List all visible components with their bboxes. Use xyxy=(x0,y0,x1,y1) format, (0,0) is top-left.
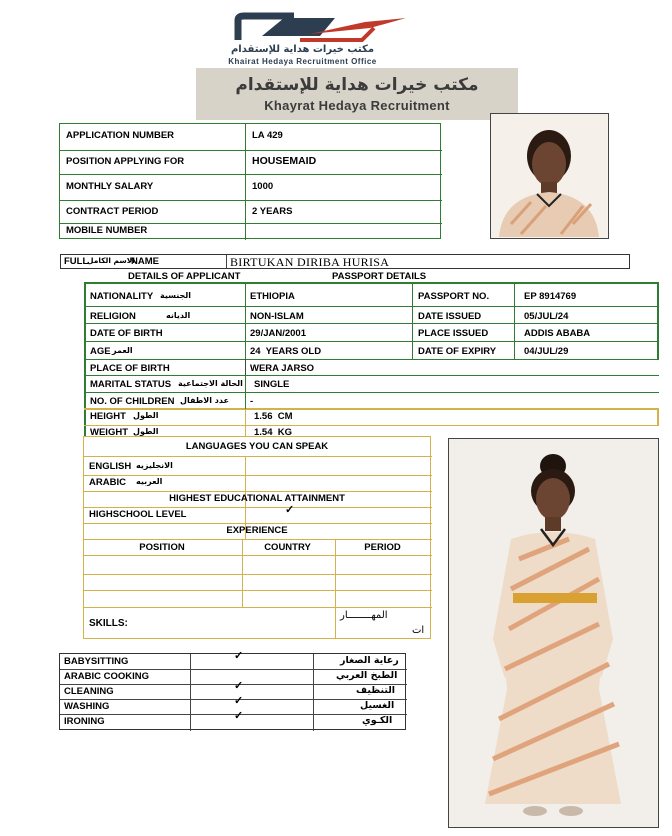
skill-washing-arabic: الغسيل xyxy=(360,700,395,711)
pob-value: WERA JARSO xyxy=(250,363,315,374)
age-value: 24 YEARS OLD xyxy=(250,346,322,357)
passport-no-label: PASSPORT NO. xyxy=(418,291,490,302)
place-issued-label: PLACE ISSUED xyxy=(418,328,489,339)
expiry-value: 04/JUL/29 xyxy=(524,346,569,357)
position-label: POSITION APPLYING FOR xyxy=(66,156,185,167)
weight-label: WEIGHT xyxy=(90,427,128,438)
height-value: 1.56 CM xyxy=(254,411,293,422)
details-table xyxy=(84,282,659,436)
skill-cooking-label: ARABIC COOKING xyxy=(64,671,149,682)
mobile-label: MOBILE NUMBER xyxy=(66,225,148,236)
children-arabic: عدد الاطفال xyxy=(180,396,229,405)
marital-value: SINGLE xyxy=(254,379,290,390)
applicant-details-header: DETAILS OF APPLICANT xyxy=(128,271,241,282)
banner xyxy=(196,68,518,120)
experience-col-position: POSITION xyxy=(139,542,185,553)
english-arabic: الانجليزيه xyxy=(136,461,173,470)
passport-details-header: PASSPORT DETAILS xyxy=(332,271,427,282)
logo-english-text: Khairat Hedaya Recruitment Office xyxy=(228,57,377,66)
salary-value: 1000 xyxy=(252,181,274,192)
skill-cleaning-arabic: التنظيف xyxy=(356,685,396,696)
portrait-figure-icon xyxy=(491,114,607,237)
banner-arabic-text: مكتب خيرات هداية للإستقدام xyxy=(235,75,479,95)
contract-label: CONTRACT PERIOD xyxy=(66,206,159,217)
skills-label: SKILLS: xyxy=(89,618,128,629)
logo-mark-icon xyxy=(160,6,445,46)
application-number-value: LA 429 xyxy=(252,130,283,141)
languages-title: LANGUAGES YOU CAN SPEAK xyxy=(185,441,329,452)
religion-label: RELIGION xyxy=(90,311,136,322)
experience-title: EXPERIENCE xyxy=(226,525,288,536)
portrait-photo xyxy=(490,113,609,239)
education-checkmark-icon: ✓ xyxy=(285,504,295,516)
skill-babysitting-label: BABYSITTING xyxy=(64,656,129,667)
skill-ironing-label: IRONING xyxy=(64,716,105,727)
height-arabic: الطول xyxy=(133,411,159,420)
arabic-label: ARABIC xyxy=(89,477,126,488)
name-value: BIRTUKAN DIRIBA HURISA xyxy=(230,255,390,269)
religion-value: NON-ISLAM xyxy=(250,311,304,322)
skill-washing-label: WASHING xyxy=(64,701,110,712)
skill-babysitting-checkmark-icon: ✓ xyxy=(234,650,244,662)
skills-arabic-line2: ات xyxy=(412,625,425,636)
english-label: ENGLISH xyxy=(89,461,132,472)
contract-value: 2 YEARS xyxy=(252,206,293,217)
skill-ironing-checkmark-icon: ✓ xyxy=(234,710,244,722)
weight-arabic: الطول xyxy=(133,427,159,436)
religion-arabic: الديانه xyxy=(166,311,191,320)
dob-value: 29/JAN/2001 xyxy=(250,328,306,339)
skill-cleaning-checkmark-icon: ✓ xyxy=(234,680,244,692)
marital-arabic: الحالة الاجتماعية xyxy=(178,379,243,388)
name-label-arabic: الاسم الكامل xyxy=(87,256,135,265)
experience-col-country: COUNTRY xyxy=(264,542,311,553)
weight-value: 1.54 KG xyxy=(254,427,293,438)
skill-ironing-arabic: الكـوي xyxy=(362,715,393,726)
nationality-label: NATIONALITY xyxy=(90,291,154,302)
nationality-arabic: الجنسية xyxy=(160,291,192,300)
place-issued-value: ADDIS ABABA xyxy=(524,328,591,339)
name-label-full: FULL xyxy=(64,256,89,267)
pob-label: PLACE OF BIRTH xyxy=(90,363,170,374)
education-level: HIGHSCHOOL LEVEL xyxy=(89,509,187,520)
full-body-photo xyxy=(448,438,659,828)
age-label: AGE xyxy=(90,346,111,357)
logo-arabic-text: مكتب خيرات هداية للإستقدام xyxy=(230,44,375,55)
skill-cooking-arabic: الطبخ العربي xyxy=(336,670,398,681)
height-label: HEIGHT xyxy=(90,411,126,422)
children-label: NO. OF CHILDREN xyxy=(90,396,175,407)
skill-cleaning-label: CLEANING xyxy=(64,686,114,697)
passport-no-value: EP 8914769 xyxy=(524,291,577,302)
skill-washing-checkmark-icon: ✓ xyxy=(234,695,244,707)
arabic-arabic: العربيه xyxy=(136,477,163,486)
nationality-value: ETHIOPIA xyxy=(250,291,295,302)
skills-arabic-line1: المهــــــــار xyxy=(340,610,388,621)
logo xyxy=(160,6,445,64)
experience-col-period: PERIOD xyxy=(364,542,401,553)
name-label: NAME xyxy=(131,256,159,267)
date-issued-value: 05/JUL/24 xyxy=(524,311,569,322)
date-issued-label: DATE ISSUED xyxy=(418,311,482,322)
children-value: - xyxy=(250,396,254,407)
banner-english-text: Khayrat Hedaya Recruitment xyxy=(264,98,450,113)
marital-label: MARITAL STATUS xyxy=(90,379,172,390)
position-value: HOUSEMAID xyxy=(252,155,317,167)
salary-label: MONTHLY SALARY xyxy=(66,181,154,192)
expiry-label: DATE OF EXPIRY xyxy=(418,346,497,357)
education-title: HIGHEST EDUCATIONAL ATTAINMENT xyxy=(169,493,345,504)
dob-label: DATE OF BIRTH xyxy=(90,328,163,339)
skill-babysitting-arabic: رعاية الصغار xyxy=(340,655,399,666)
full-body-figure-icon xyxy=(449,439,657,826)
age-arabic: العمر xyxy=(112,346,133,355)
application-number-label: APPLICATION NUMBER xyxy=(66,130,175,141)
